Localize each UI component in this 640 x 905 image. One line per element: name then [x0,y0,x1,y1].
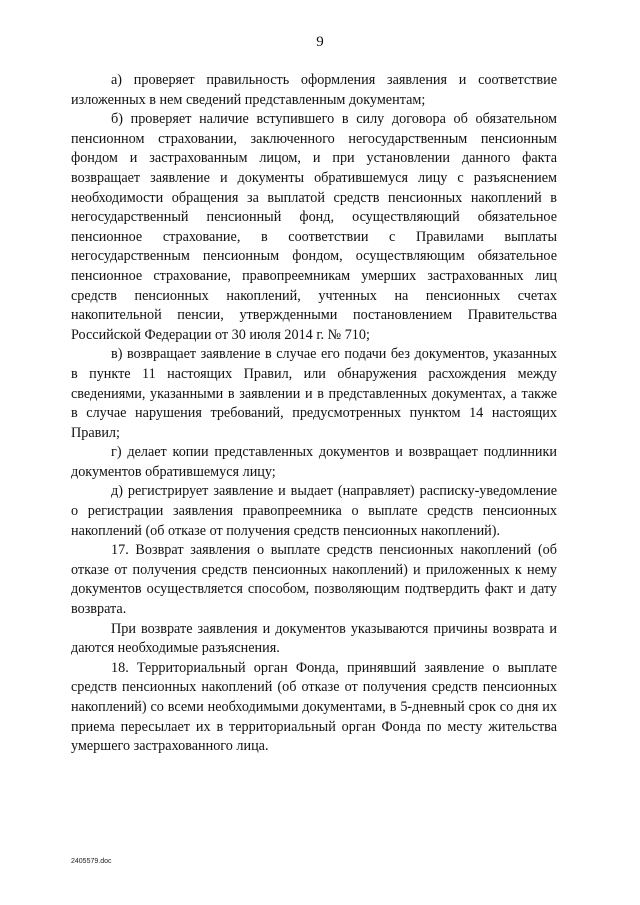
paragraph-b-check-contract: б) проверяет наличие вступившего в силу договора об обязательном пенсионном страховании, заключенного негосударственным пенсионным фондом и застрахованным лицом, и при установлении данного факта возвращает заявление и документы обратившемуся лицу с разъяснением необходимости обращения за выплатой средств пенсионных накоплений в негосударственный пенсионный фонд, осуществляющий обязательное пенсионное страхование, в соответствии с Правилами выплаты негосударственным пенсионным фондом, осуществляющим обязательное пенсионное страхование, правопреемникам умерших застрахованных лиц средств пенсионных накоплений, учтенных на пенсионных счетах накопительной пенсии, утвержденными постановлением Правительства Российской Федерации от 30 июля 2014 г. № 710; [71,111,557,343]
paragraph-return-reasons: При возврате заявления и документов указываются причины возврата и даются необходимые разъяснения. [71,620,557,657]
paragraph-v-return-application: в) возвращает заявление в случае его подачи без документов, указанных в пункте 11 настоящих Правил, или обнаружения расхождения между сведениями, указанными в заявлении и в представленных документах, а также в случае нарушения требований, предусмотренных пунктом 14 настоящих Правил; [71,346,557,441]
paragraph-17-return-method: 17. Возврат заявления о выплате средств пенсионных накоплений (об отказе от получения средств пенсионных накоплений) и приложенных к нему документов осуществляется способом, позволяющим подтвердить факт и дату возврата. [71,542,557,618]
paragraph-d-register-application: д) регистрирует заявление и выдает (направляет) расписку-уведомление о регистрации заявления правопреемника о выплате средств пенсионных накоплений (об отказе от получения средств пенсионных накоплений). [71,483,557,539]
paragraph-a-check-application: а) проверяет правильность оформления заявления и соответствие изложенных в нем сведений представленным документам; [71,72,557,108]
footer-filename: 2405579.doc [71,858,112,865]
paragraph-g-make-copies: г) делает копии представленных документов и возвращает подлинники документов обратившемуся лицу; [71,444,557,480]
document-body [71,71,557,757]
page-number: 9 [316,34,324,50]
paragraph-18-forwarding: 18. Территориальный орган Фонда, принявший заявление о выплате средств пенсионных накоплений (об отказе от получения средств пенсионных накоплений) со всеми необходимыми документами, в 5-дневный срок со дня их приема пересылает их в территориальный орган Фонда по месту жительства умершего застрахованного лица. [71,659,557,755]
